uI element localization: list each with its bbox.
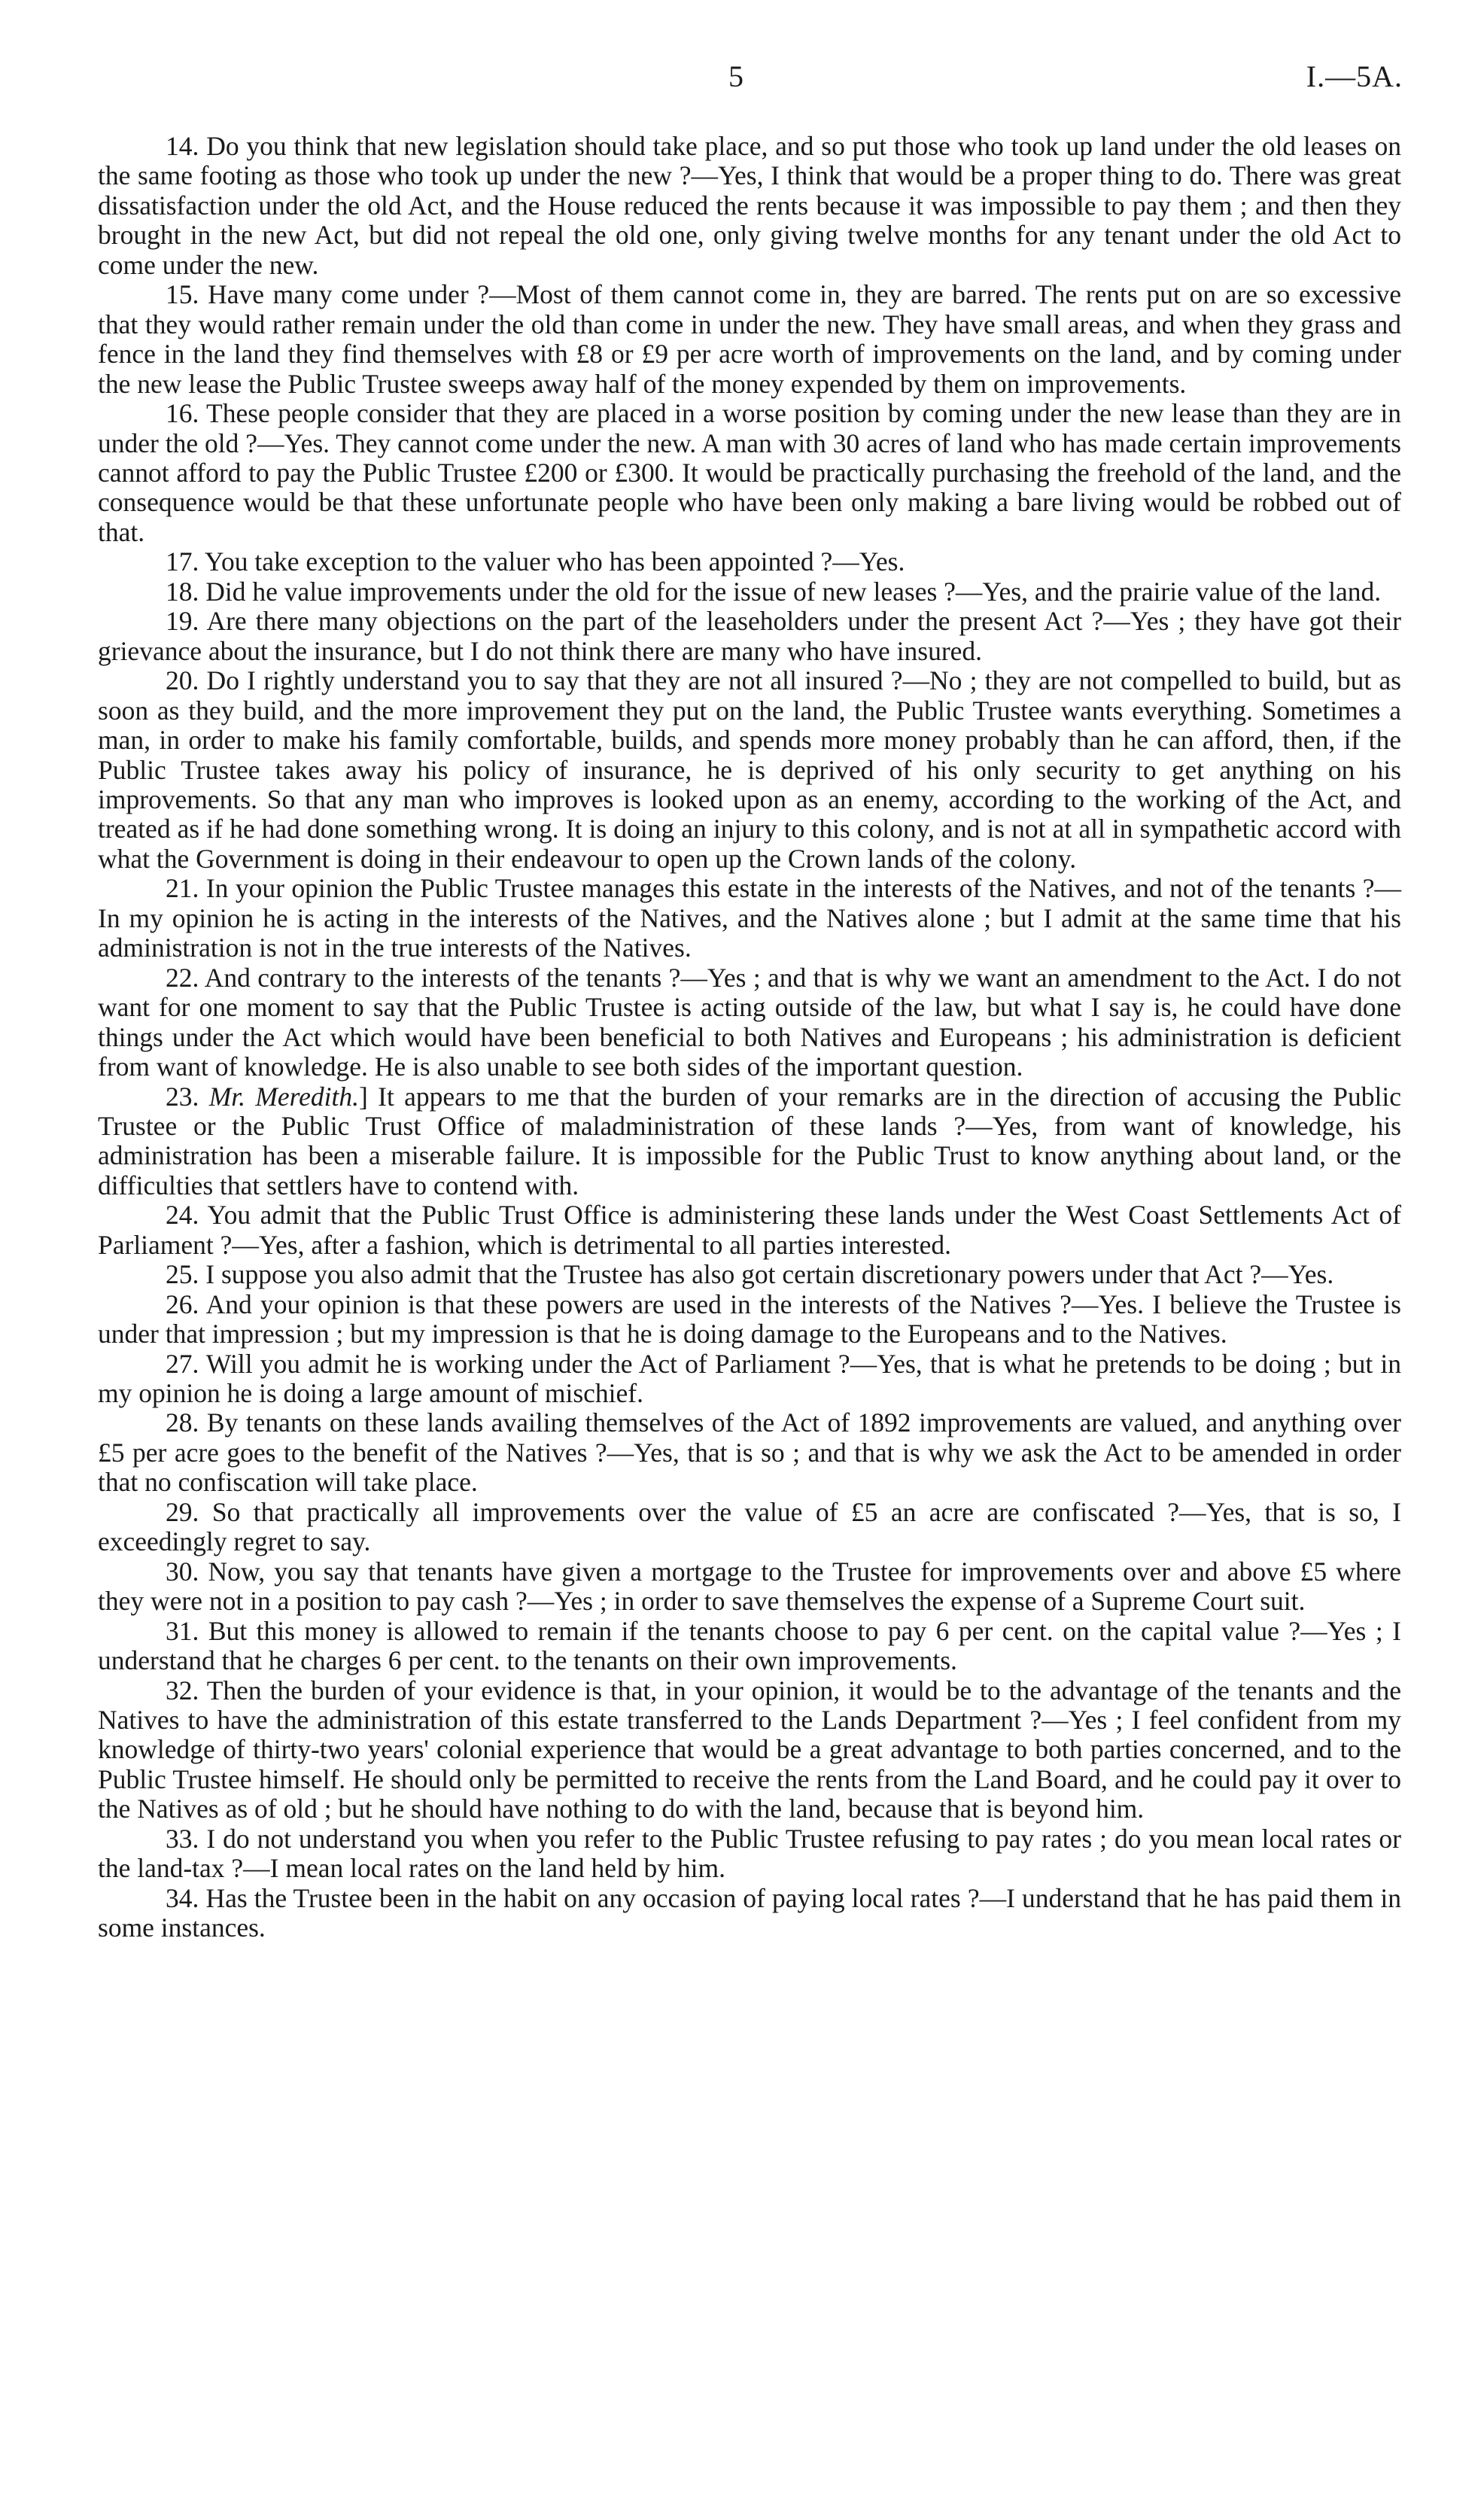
speaker-name: Mr. Meredith.	[208, 1081, 360, 1112]
question-23	[98, 1082, 1401, 1201]
question-16: 16. These people consider that they are placed in a worse position by coming under the new lease than they are in under the old ?—Yes. They cannot come under the new. A man with 30 acres of land who has made certain improvements cannot afford to pay the Public Trustee £200 or £300. It would be practically purchasing the freehold of the land, and the consequence would be that these unfortunate people who have been only making a bare living would be robbed out of that.	[98, 398, 1401, 547]
question-33: 33. I do not understand you when you refer to the Public Trustee refusing to pay rates ; do you mean local rates or the land-tax ?—I mean local rates on the land held by him.	[98, 1823, 1401, 1884]
question-number: 23.	[166, 1081, 209, 1112]
question-19: 19. Are there many objections on the part of the leaseholders under the present Act ?—Yes ; they have got their grievance about the insurance, but I do not think there are many who have insured.	[98, 606, 1401, 666]
question-30: 30. Now, you say that tenants have given a mortgage to the Trustee for improvements over and above £5 where they were not in a position to pay cash ?—Yes ; in order to save themselves the expense of a Supreme Court suit.	[98, 1556, 1401, 1617]
question-18: 18. Did he value improvements under the old for the issue of new leases ?—Yes, and the prairie value of the land.	[166, 576, 1382, 607]
question-25: 25. I suppose you also admit that the Trustee has also got certain discretionary powers under that Act ?—Yes.	[166, 1259, 1334, 1290]
question-14: 14. Do you think that new legislation should take place, and so put those who took up land under the old leases on the same footing as those who took up under the new ?—Yes, I think that would be a proper thing to do. There was great dissatisfaction under the old Act, and the House reduced the rents because it was impossible to pay them ; and then they brought in the new Act, but did not repeal the old one, only giving twelve months for any tenant under the old Act to come under the new.	[98, 131, 1401, 280]
question-27: 27. Will you admit he is working under the Act of Parliament ?—Yes, that is what he pretends to be doing ; but in my opinion he is doing a large amount of mischief.	[98, 1348, 1401, 1409]
question-21: 21. In your opinion the Public Trustee manages this estate in the interests of the Natives, and not of the tenants ?—In my opinion he is acting in the interests of the Natives, and the Natives alone ; but I admit at the same time that his administration is not in the true interests of the Natives.	[98, 873, 1401, 963]
question-31: 31. But this money is allowed to remain if the tenants choose to pay 6 per cent. on the capital value ?—Yes ; I understand that he charges 6 per cent. to the tenants on their own improvements.	[98, 1615, 1401, 1676]
question-28: 28. By tenants on these lands availing themselves of the Act of 1892 improvements are valued, and anything over £5 per acre goes to the benefit of the Natives ?—Yes, that is so ; and that is why we ask the Act to be amended in order that no confiscation will take place.	[98, 1407, 1401, 1498]
question-17: 17. You take exception to the valuer who has been appointed ?—Yes.	[166, 546, 905, 577]
page-number: 5	[728, 59, 744, 93]
question-20: 20. Do I rightly understand you to say that they are not all insured ?—No ; they are not compelled to build, but as soon as they build, and the more improvement they put on the land, the Public Trustee wants everything. Sometimes a man, in order to make his family comfortable, builds, and spends more money probably than he can afford, then, if the Public Trustee takes away his policy of insurance, he is deprived of his only security to get anything on his improvements. So that any man who improves is looked upon as an enemy, according to the working of the Act, and treated as if he had done something wrong. It is doing an injury to this colony, and is not at all in sympathetic accord with what the Government is doing in their endeavour to open up the Crown lands of the colony.	[98, 665, 1401, 874]
question-24: 24. You admit that the Public Trust Office is administering these lands under the West Coast Settlements Act of Parliament ?—Yes, after a fashion, which is detrimental to all parties interested.	[98, 1200, 1401, 1260]
question-29: 29. So that practically all improvements over the value of £5 an acre are confiscated ?—Yes, that is so, I exceedingly regret to say.	[98, 1496, 1401, 1557]
document-reference: I.—5A.	[1306, 59, 1403, 93]
question-text: ] It appears to me that the burden of your remarks are in the direction of accusing the Public Trustee or the Public Trust Office of maladministration of these lands ?—Yes, from want of knowledge, his administration has been a miserable failure. It is impossible for the Public Trust to know anything about land, or the difficulties that settlers have to contend with.	[98, 1081, 1401, 1200]
question-32: 32. Then the burden of your evidence is that, in your opinion, it would be to the advantage of the tenants and the Natives to have the administration of this estate transferred to the Lands Department ?—Yes ; I feel confident from my knowledge of thirty-two years' colonial experience that would be a great advantage to both parties concerned, and to the Public Trustee himself. He should only be permitted to receive the rents from the Land Board, and he could pay it over to the Natives as of old ; but he should have nothing to do with the land, because that is beyond him.	[98, 1675, 1401, 1824]
question-22: 22. And contrary to the interests of the tenants ?—Yes ; and that is why we want an amendment to the Act. I do not want for one moment to say that the Public Trustee is acting outside of the law, but what I say is, he could have done things under the Act which would have been beneficial to both Natives and Europeans ; his administration is deficient from want of knowledge. He is also unable to see both sides of the important question.	[98, 962, 1401, 1082]
question-26: 26. And your opinion is that these powers are used in the interests of the Natives ?—Yes. I believe the Trustee is under that impression ; but my impression is that he is doing damage to the Europeans and to the Natives.	[98, 1289, 1401, 1349]
page-header	[0, 54, 1484, 99]
question-15: 15. Have many come under ?—Most of them cannot come in, they are barred. The rents put on are so excessive that they would rather remain under the old than come in under the new. They have small areas, and when they grass and fence in the land they find themselves with £8 or £9 per acre worth of improvements on the land, and by coming under the new lease the Public Trustee sweeps away half of the money expended by them on improvements.	[98, 279, 1401, 399]
evidence-text	[98, 132, 1401, 1943]
question-34: 34. Has the Trustee been in the habit on any occasion of paying local rates ?—I understand that he has paid them in some instances.	[98, 1882, 1401, 1943]
